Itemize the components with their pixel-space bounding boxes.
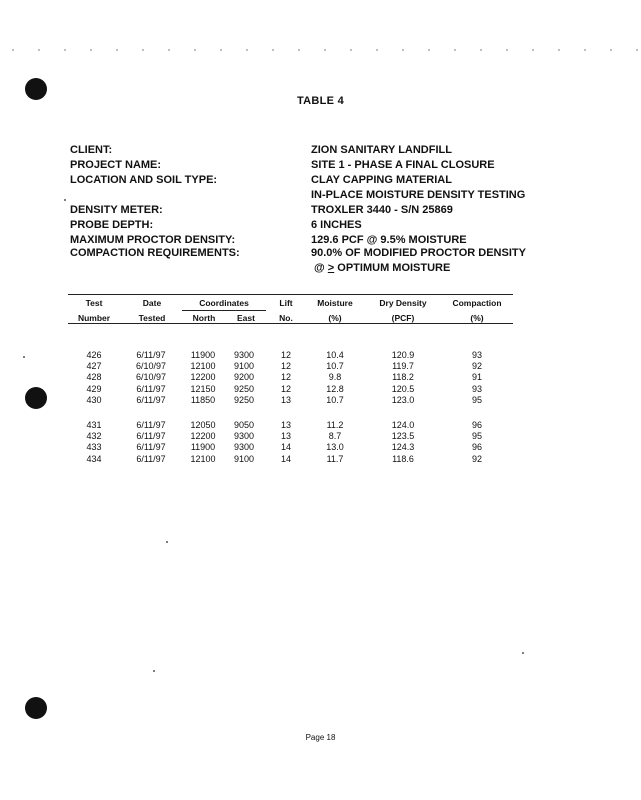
header-date: Date	[142, 298, 162, 308]
table-title: TABLE 4	[296, 95, 345, 107]
cell-lift-no: 12	[280, 361, 291, 372]
header-date-sub: Tested	[138, 313, 166, 323]
header-dry-density-sub: (PCF)	[391, 313, 415, 323]
header-test-sub: Number	[77, 313, 111, 323]
cell-north: 12100	[190, 453, 216, 464]
cell-moisture: 10.7	[326, 394, 344, 405]
scan-speck	[166, 541, 168, 543]
cell-dry-density: 123.0	[391, 394, 415, 405]
cell-east: 9250	[233, 383, 255, 394]
cell-lift-no: 14	[280, 453, 291, 464]
cell-north: 12150	[190, 383, 216, 394]
table-header-rule	[68, 323, 513, 324]
cell-north: 11850	[190, 394, 216, 405]
cell-compaction: 95	[471, 431, 482, 442]
cell-north: 12100	[190, 361, 216, 372]
field-label	[70, 188, 240, 203]
cell-lift-no: 12	[280, 372, 291, 383]
cell-date-tested: 6/11/97	[136, 383, 166, 394]
field-label: LOCATION AND SOIL TYPE:	[70, 174, 218, 186]
cell-test-number: 430	[86, 394, 102, 405]
cell-dry-density: 120.9	[391, 350, 415, 360]
cell-compaction: 93	[471, 383, 482, 394]
cell-date-tested: 6/10/97	[135, 361, 167, 372]
header-moisture: Moisture	[317, 298, 353, 308]
cell-compaction: 93	[471, 350, 482, 360]
cell-east: 9200	[233, 372, 255, 383]
field-value	[311, 261, 526, 276]
field-value: IN-PLACE MOISTURE DENSITY TESTING	[311, 189, 526, 201]
field-label: PROJECT NAME:	[70, 159, 162, 171]
cell-moisture: 12.8	[326, 383, 344, 394]
header-east: East	[237, 313, 255, 323]
cell-test-number: 431	[86, 420, 102, 430]
cell-north: 12200	[190, 431, 216, 442]
cell-east: 9100	[233, 453, 255, 464]
cell-east: 9100	[233, 361, 255, 372]
header-test: Test	[85, 298, 103, 308]
cell-north: 11900	[190, 350, 216, 360]
cell-date-tested: 6/11/97	[136, 442, 166, 453]
cell-east: 9300	[233, 431, 255, 442]
field-value: 90.0% OF MODIFIED PROCTOR DENSITY	[311, 247, 526, 259]
cell-lift-no: 14	[280, 442, 291, 453]
header-coordinates: Coordinates	[199, 298, 249, 308]
header-north: North	[192, 313, 216, 323]
header-moisture-sub: (%)	[328, 313, 342, 323]
cell-compaction: 96	[471, 420, 482, 430]
value-prefix: @	[314, 262, 328, 274]
field-value: CLAY CAPPING MATERIAL	[311, 174, 452, 186]
cell-lift-no: 12	[280, 383, 291, 394]
cell-east: 9250	[233, 394, 255, 405]
top-dotted-line	[0, 49, 641, 51]
scan-speck	[64, 199, 66, 201]
cell-moisture: 13.0	[326, 442, 344, 453]
cell-compaction: 92	[471, 361, 482, 372]
cell-north: 12200	[190, 372, 216, 383]
cell-east: 9300	[233, 350, 255, 360]
cell-moisture: 11.7	[326, 453, 344, 464]
cell-moisture: 11.2	[326, 420, 344, 430]
cell-test-number: 434	[86, 453, 102, 464]
value-suffix: OPTIMUM MOISTURE	[334, 262, 451, 274]
cell-lift-no: 13	[280, 420, 291, 430]
cell-test-number: 432	[86, 431, 102, 442]
page-number: Page 18	[305, 733, 336, 742]
cell-north: 11900	[190, 442, 216, 453]
field-label: COMPACTION REQUIREMENTS:	[70, 247, 240, 259]
scan-speck	[522, 652, 524, 654]
cell-moisture: 10.4	[326, 350, 344, 360]
cell-test-number: 427	[86, 361, 102, 372]
scan-speck	[153, 670, 155, 672]
cell-test-number: 426	[86, 350, 102, 360]
cell-date-tested: 6/11/97	[136, 431, 166, 442]
cell-compaction: 95	[471, 394, 482, 405]
field-label: PROBE DEPTH:	[70, 219, 154, 231]
field-value: TROXLER 3440 - S/N 25869	[311, 204, 453, 216]
cell-moisture: 10.7	[326, 361, 344, 372]
cell-date-tested: 6/11/97	[136, 350, 166, 360]
cell-lift-no: 13	[280, 431, 291, 442]
field-label: DENSITY METER:	[70, 204, 163, 216]
cell-date-tested: 6/11/97	[136, 394, 166, 405]
cell-test-number: 429	[86, 383, 102, 394]
greater-equal-symbol: >	[327, 262, 335, 274]
punch-hole	[25, 697, 47, 719]
cell-date-tested: 6/10/97	[135, 372, 167, 383]
header-dry-density: Dry Density	[379, 298, 427, 308]
cell-lift-no: 13	[280, 394, 291, 405]
cell-dry-density: 119.7	[392, 361, 414, 372]
cell-compaction: 96	[471, 442, 482, 453]
punch-hole	[25, 387, 47, 409]
cell-dry-density: 124.3	[391, 442, 415, 453]
field-label: CLIENT:	[70, 144, 113, 156]
cell-test-number: 433	[86, 442, 102, 453]
cell-compaction: 92	[471, 453, 482, 464]
cell-dry-density: 118.6	[392, 453, 414, 464]
field-value: ZION SANITARY LANDFILL	[311, 144, 452, 156]
cell-dry-density: 124.0	[391, 420, 415, 430]
cell-test-number: 428	[86, 372, 102, 383]
cell-north: 12050	[190, 420, 216, 430]
field-value: 129.6 PCF @ 9.5% MOISTURE	[311, 234, 467, 246]
header-lift: Lift	[279, 298, 293, 308]
cell-moisture: 9.8	[328, 372, 342, 383]
scan-speck	[23, 356, 25, 358]
cell-dry-density: 120.5	[391, 383, 415, 394]
cell-lift-no: 12	[280, 350, 291, 360]
field-values	[311, 143, 526, 276]
header-compaction: Compaction	[452, 298, 502, 308]
cell-date-tested: 6/11/97	[136, 420, 166, 430]
cell-dry-density: 118.2	[392, 372, 414, 383]
cell-moisture: 8.7	[328, 431, 342, 442]
cell-east: 9300	[233, 442, 255, 453]
field-value: SITE 1 - PHASE A FINAL CLOSURE	[311, 159, 495, 171]
field-value: 6 INCHES	[311, 219, 362, 231]
cell-dry-density: 123.5	[391, 431, 415, 442]
field-labels	[70, 143, 240, 261]
coordinates-rule	[182, 310, 266, 311]
field-label: MAXIMUM PROCTOR DENSITY:	[70, 234, 236, 246]
header-lift-sub: No.	[279, 313, 293, 323]
table-top-rule	[68, 294, 513, 295]
cell-east: 9050	[233, 420, 255, 430]
cell-compaction: 91	[471, 372, 482, 383]
cell-date-tested: 6/11/97	[136, 453, 166, 464]
header-compaction-sub: (%)	[470, 313, 484, 323]
